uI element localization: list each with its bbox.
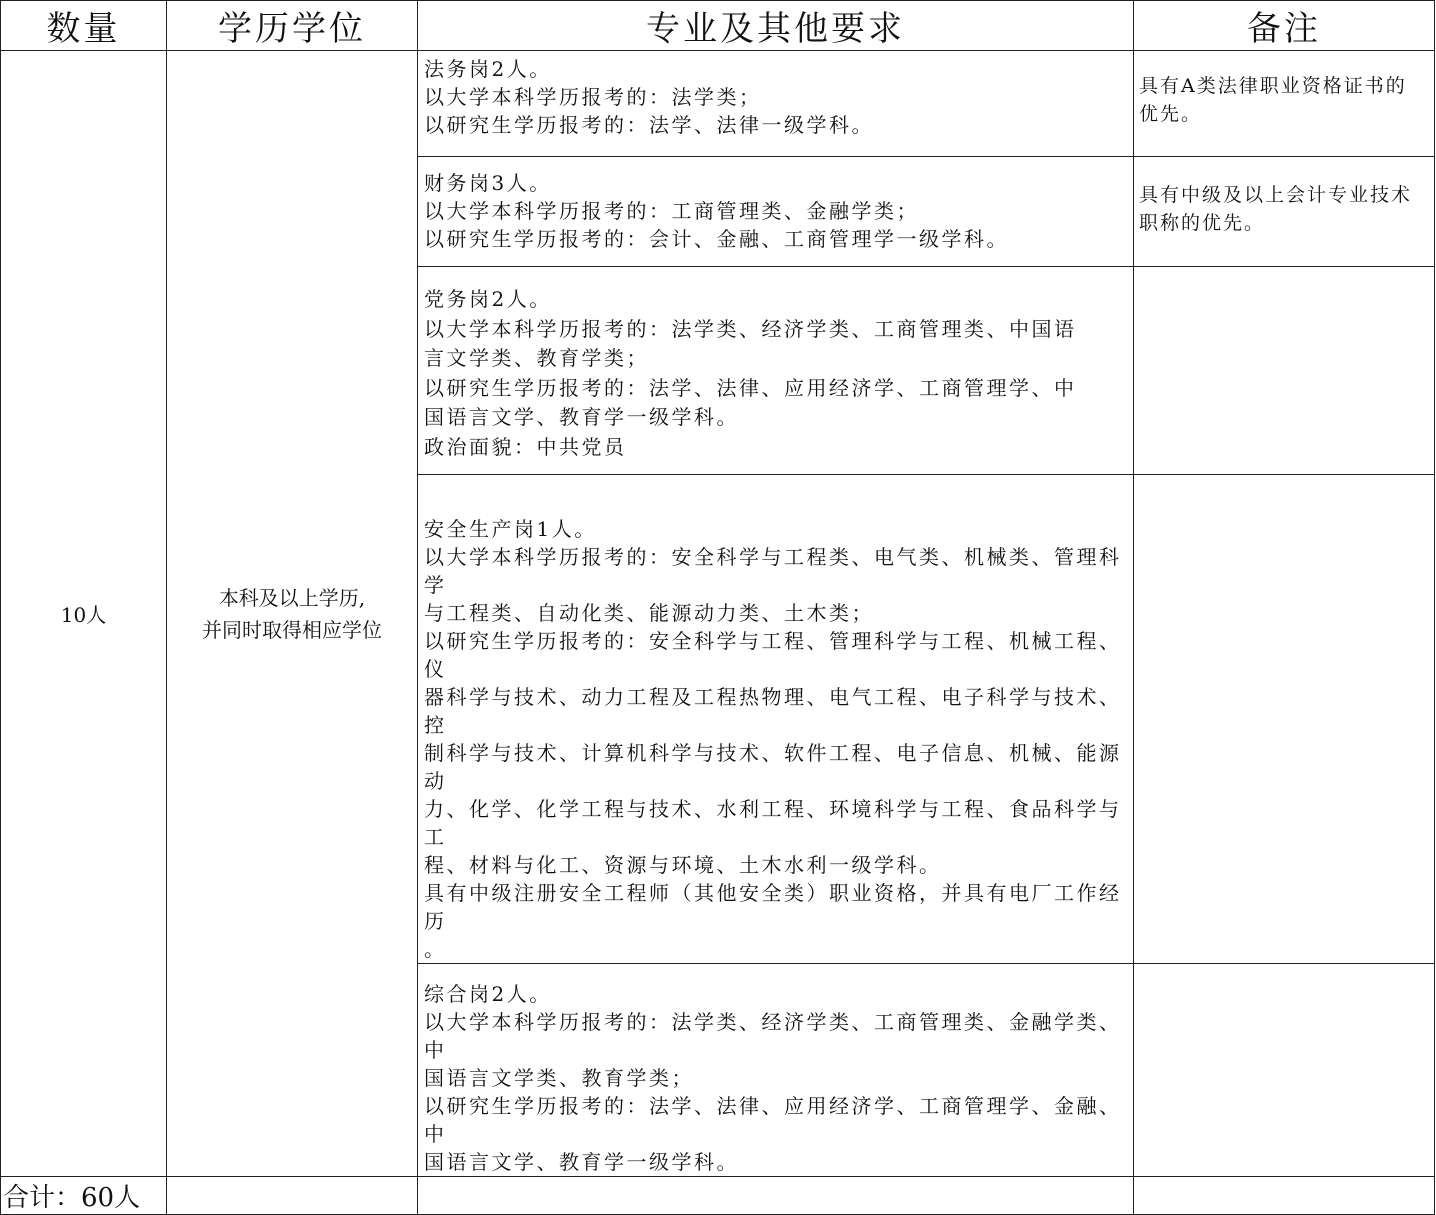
requirement-line: 器科学与技术、动力工程及工程热物理、电气工程、电子科学与技术、控 [424, 685, 1122, 737]
requirement-line: 国语言文学、教育学一级学科。 [424, 1150, 739, 1174]
degree-line: 本科及以上学历, [218, 585, 366, 610]
requirement-line: 。 [424, 937, 447, 961]
requirement-line: 以大学本科学历报考的：法学类； [424, 85, 762, 109]
requirement-line: 国语言文学、教育学一级学科。 [424, 405, 739, 429]
table-row [1, 51, 1435, 157]
quantity-value: 10人 [60, 603, 107, 627]
remark-line: 具有A类法律职业资格证书的 [1139, 74, 1407, 97]
remark-party [1134, 267, 1435, 475]
header-remarks [1134, 1, 1435, 51]
requirement-line: 以研究生学历报考的：法学、法律、应用经济学、工商管理学、金融、中 [424, 1094, 1122, 1146]
header-remarks-text: 备注 [1247, 9, 1321, 49]
footer-empty-cell [1134, 1177, 1435, 1215]
requirements-finance [418, 157, 1134, 267]
requirement-line: 以研究生学历报考的：法学、法律一级学科。 [424, 113, 874, 137]
requirement-line: 程、材料与化工、资源与环境、土木水利一级学科。 [424, 853, 942, 877]
requirement-line: 以研究生学历报考的：法学、法律、应用经济学、工商管理学、中 [424, 375, 1077, 400]
requirement-line: 政治面貌：中共党员 [424, 434, 627, 459]
remark-finance [1134, 157, 1435, 267]
requirement-line: 制科学与技术、计算机科学与技术、软件工程、电子信息、机械、能源动 [424, 741, 1122, 793]
position-title: 综合岗2人。 [424, 982, 552, 1006]
remark-legal [1134, 51, 1435, 157]
degree-cell [167, 51, 418, 1177]
position-title: 财务岗3人。 [424, 171, 552, 195]
total-cell [1, 1177, 167, 1215]
remark-safety [1134, 475, 1435, 964]
quantity-cell [1, 51, 167, 1177]
requirement-line: 与工程类、自动化类、能源动力类、土木类； [424, 601, 874, 625]
remark-general [1134, 964, 1435, 1177]
footer-empty-cell [167, 1177, 418, 1215]
footer-empty-cell [418, 1177, 1134, 1215]
requirements-general [418, 964, 1134, 1177]
position-title: 法务岗2人。 [424, 57, 552, 81]
requirement-line: 力、化学、化学工程与技术、水利工程、环境科学与工程、食品科学与工 [424, 797, 1122, 849]
requirement-line: 以大学本科学历报考的：法学类、经济学类、工商管理类、金融学类、中 [424, 1010, 1122, 1062]
requirement-line: 国语言文学类、教育学类； [424, 1066, 694, 1090]
requirements-safety [418, 475, 1134, 964]
footer-row [1, 1177, 1435, 1215]
header-degree-text: 学历学位 [218, 9, 366, 49]
header-requirements-text: 专业及其他要求 [646, 9, 905, 49]
remark-line: 职称的优先。 [1139, 211, 1266, 234]
header-row [1, 1, 1435, 51]
requirement-line: 言文学类、教育学类； [424, 346, 649, 370]
requirement-line: 以研究生学历报考的：安全科学与工程、管理科学与工程、机械工程、仪 [424, 629, 1122, 681]
position-title: 党务岗2人。 [424, 287, 552, 311]
total-value: 合计：60人 [3, 1183, 141, 1213]
header-quantity [1, 1, 167, 51]
requirement-line: 以大学本科学历报考的：工商管理类、金融学类； [424, 199, 919, 223]
requirement-line: 具有中级注册安全工程师（其他安全类）职业资格，并具有电厂工作经历 [424, 881, 1122, 933]
requirement-line: 以研究生学历报考的：会计、金融、工商管理学一级学科。 [424, 227, 1009, 251]
requirements-legal [418, 51, 1134, 157]
requirement-line: 以大学本科学历报考的：安全科学与工程类、电气类、机械类、管理科学 [424, 545, 1122, 597]
header-quantity-text: 数量 [46, 9, 121, 49]
requirements-party [418, 267, 1134, 475]
header-requirements [418, 1, 1134, 51]
remark-line: 优先。 [1139, 102, 1203, 125]
remark-line: 具有中级及以上会计专业技术 [1139, 183, 1413, 206]
requirement-line: 以大学本科学历报考的：法学类、经济学类、工商管理类、中国语 [424, 316, 1077, 341]
header-degree [167, 1, 418, 51]
position-title: 安全生产岗1人。 [424, 517, 597, 541]
degree-line: 并同时取得相应学位 [202, 617, 382, 642]
